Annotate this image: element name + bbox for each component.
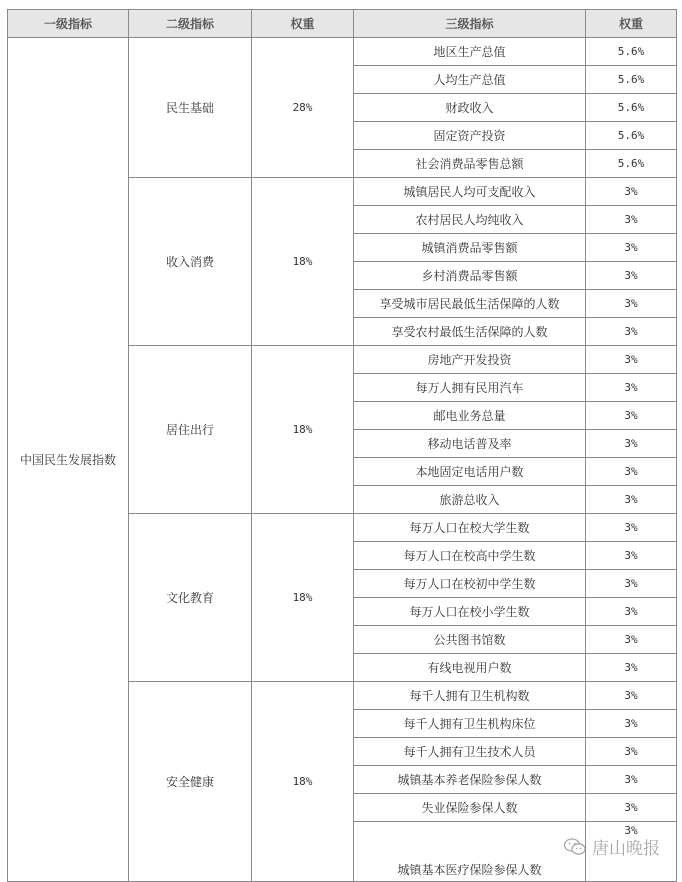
level3-weight-cell: 3% [586,514,677,542]
level3-cell: 地区生产总值 [354,38,586,66]
level2-cell: 文化教育 [129,514,252,682]
level3-cell: 公共图书馆数 [354,626,586,654]
level3-cell: 每千人拥有卫生机构数 [354,682,586,710]
level3-weight-cell: 3% [586,206,677,234]
level3-weight-cell: 3% [586,430,677,458]
level3-weight-cell: 3% [586,570,677,598]
level3-cell: 每万人口在校大学生数 [354,514,586,542]
level3-cell: 有线电视用户数 [354,654,586,682]
level2-weight-cell: 18% [252,682,354,882]
level3-cell: 本地固定电话用户数 [354,458,586,486]
level2-weight-cell: 28% [252,38,354,178]
level3-weight-cell: 3% [586,598,677,626]
level3-weight-cell: 3% [586,738,677,766]
level3-weight-cell: 3% [586,682,677,710]
level3-weight-cell: 3% [586,262,677,290]
level3-cell: 每千人拥有卫生技术人员 [354,738,586,766]
level3-weight-cell: 3% [586,766,677,794]
level3-cell: 乡村消费品零售额 [354,262,586,290]
level3-weight-cell: 3% [586,794,677,822]
table-body [8,38,677,882]
level3-cell: 每万人口在校初中学生数 [354,570,586,598]
level3-cell: 每万人口在校高中学生数 [354,542,586,570]
header-level2: 二级指标 [129,10,252,38]
level3-weight-cell: 3% [586,822,677,882]
level3-weight-cell: 3% [586,346,677,374]
level3-weight-cell: 3% [586,234,677,262]
level3-weight-cell: 5.6% [586,122,677,150]
level1-cell: 中国民生发展指数 [8,38,129,882]
level3-cell: 城镇居民人均可支配收入 [354,178,586,206]
level3-weight-cell: 3% [586,178,677,206]
header-level3: 三级指标 [354,10,586,38]
level3-weight-cell: 3% [586,402,677,430]
header-level1: 一级指标 [8,10,129,38]
level3-cell: 城镇消费品零售额 [354,234,586,262]
level3-weight-cell: 3% [586,654,677,682]
level2-weight-cell: 18% [252,346,354,514]
watermark-text: 唐山晚报 [592,839,660,859]
level3-cell: 城镇基本医疗保险参保人数 [354,822,586,882]
level3-cell: 农村居民人均纯收入 [354,206,586,234]
level3-cell: 移动电话普及率 [354,430,586,458]
indicator-table [7,9,677,882]
level2-weight-cell: 18% [252,514,354,682]
header-row [8,10,677,38]
level3-cell: 城镇基本养老保险参保人数 [354,766,586,794]
table-row [8,38,677,66]
level3-weight-cell: 3% [586,542,677,570]
level3-weight-cell: 3% [586,626,677,654]
level3-weight-cell: 5.6% [586,94,677,122]
level3-weight-cell: 5.6% [586,38,677,66]
level3-cell: 固定资产投资 [354,122,586,150]
level3-weight-cell: 3% [586,318,677,346]
level3-cell: 享受农村最低生活保障的人数 [354,318,586,346]
level3-cell: 享受城市居民最低生活保障的人数 [354,290,586,318]
level3-cell: 社会消费品零售总额 [354,150,586,178]
level3-weight-cell: 3% [586,374,677,402]
level3-weight-cell: 3% [586,290,677,318]
header-weight2: 权重 [252,10,354,38]
level3-cell: 财政收入 [354,94,586,122]
level2-weight-cell: 18% [252,178,354,346]
level3-weight-cell: 5.6% [586,150,677,178]
level3-cell: 每千人拥有卫生机构床位 [354,710,586,738]
level2-cell: 民生基础 [129,38,252,178]
level3-weight-cell: 3% [586,458,677,486]
level3-cell: 邮电业务总量 [354,402,586,430]
level2-cell: 收入消费 [129,178,252,346]
level2-cell: 安全健康 [129,682,252,882]
level3-cell: 每万人口在校小学生数 [354,598,586,626]
header-weight3: 权重 [586,10,677,38]
level3-cell: 每万人拥有民用汽车 [354,374,586,402]
level3-cell: 人均生产总值 [354,66,586,94]
level2-cell: 居住出行 [129,346,252,514]
level3-cell: 房地产开发投资 [354,346,586,374]
level3-cell: 旅游总收入 [354,486,586,514]
level3-cell: 失业保险参保人数 [354,794,586,822]
level3-weight-cell: 5.6% [586,66,677,94]
level3-weight-cell: 3% [586,486,677,514]
level3-weight-cell: 3% [586,710,677,738]
